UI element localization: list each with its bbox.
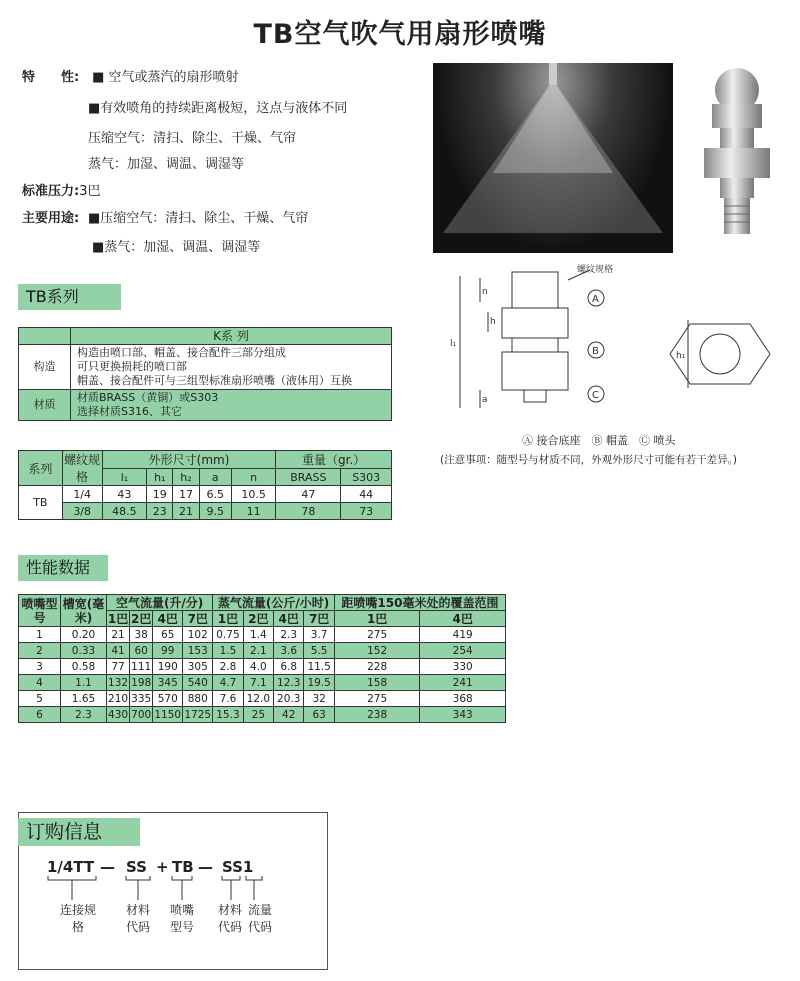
table-row — [19, 691, 506, 707]
order-label-thread: 连接规格 — [59, 903, 96, 934]
use-label: 主要用途: — [22, 211, 80, 226]
table-cell: 1 — [19, 627, 61, 643]
table-cell: 880 — [183, 691, 213, 707]
sub-header: 4巴 — [420, 611, 506, 627]
table-cell: 210 — [108, 692, 129, 705]
table-cell: 7.6 — [213, 691, 243, 707]
table-cell: 2.1 — [243, 643, 273, 659]
sub-header: h₁ — [147, 469, 173, 486]
table-cell: 254 — [420, 643, 506, 659]
col-steam: 蒸气流量(公斤/小时) — [213, 595, 335, 611]
k-series-table — [18, 327, 392, 421]
sub-header: S303 — [341, 469, 392, 486]
material-line: 材质BRASS（黄铜）或S303 — [77, 391, 219, 404]
feature-item: 蒸气：加湿、调温、调湿等 — [88, 157, 245, 172]
order-label-model: 喷嘴型号 — [169, 903, 194, 934]
dim-l1: l₁ — [450, 339, 457, 349]
table-row — [19, 643, 506, 659]
table-cell: 330 — [420, 659, 506, 675]
sub-header: h₂ — [173, 469, 199, 486]
dimension-drawing — [440, 262, 790, 432]
table-cell: 10.5 — [231, 486, 276, 503]
table-cell: 99 — [153, 643, 183, 659]
table-cell: 9.5 — [199, 503, 231, 520]
table-cell: 0.58 — [61, 659, 107, 675]
table-cell: 5 — [19, 691, 61, 707]
sub-header: 7巴 — [183, 611, 213, 627]
table-cell: 3.6 — [274, 643, 304, 659]
feature-item: 压缩空气：清扫、除尘、干燥、气帘 — [88, 131, 297, 146]
table-cell: 38 — [130, 627, 153, 643]
table-cell: 1.1 — [61, 675, 107, 691]
table-cell: 419 — [420, 627, 506, 643]
table-cell: 7.1 — [243, 675, 273, 691]
order-plus: + — [156, 858, 169, 876]
dim-a: a — [482, 395, 488, 405]
table-cell: 65 — [153, 627, 183, 643]
table-cell: 1725 — [184, 708, 212, 721]
table-cell: 60 — [130, 643, 153, 659]
table-cell: 77 — [107, 659, 130, 675]
order-dash: — — [198, 858, 213, 876]
page-title: TB空气吹气用扇形喷嘴 — [253, 19, 547, 50]
diagram-legend: Ⓐ 接合底座 Ⓑ 帽盖 Ⓒ 喷头 — [522, 434, 676, 447]
table-cell: 6.8 — [274, 659, 304, 675]
dim-n: n — [482, 287, 488, 297]
table-cell: 2.3 — [274, 627, 304, 643]
sub-header: 1巴 — [107, 611, 129, 626]
table-cell: 2 — [19, 643, 61, 659]
table-cell: 4.7 — [213, 675, 243, 691]
col-thread: 螺纹规格 — [62, 451, 102, 486]
table-row — [19, 675, 506, 691]
table-cell: 23 — [147, 503, 173, 520]
table-cell: 1.4 — [243, 627, 273, 643]
series-cell: TB — [19, 486, 63, 520]
construction-line: 帽盖、接合配件可与三组型标准扇形喷嘴（液体用）互换 — [77, 374, 352, 387]
order-brackets — [40, 876, 280, 904]
table-cell: 132 — [108, 676, 129, 689]
table-cell: 48.5 — [102, 503, 147, 520]
table-cell: 238 — [334, 707, 420, 723]
table-cell: 1/4 — [62, 486, 102, 503]
thread-label: 螺纹规格 — [577, 265, 614, 275]
table-cell: 0.75 — [213, 627, 243, 643]
feature-item: ■ 空气或蒸汽的扇形喷射 — [92, 70, 239, 85]
performance-table — [18, 594, 506, 723]
row-label: 构造 — [19, 345, 71, 390]
table-cell: 6.5 — [199, 486, 231, 503]
table-cell: 78 — [276, 503, 341, 520]
table-cell: 700 — [131, 708, 152, 721]
col-weight: 重量（gr.） — [276, 451, 392, 469]
label-c: C — [592, 390, 599, 401]
table-cell: 21 — [173, 503, 199, 520]
table-cell: 6 — [19, 707, 61, 723]
table-cell: 20.3 — [274, 691, 304, 707]
table-cell: 5.5 — [304, 643, 334, 659]
table-cell: 228 — [334, 659, 420, 675]
sub-header: 4巴 — [274, 611, 304, 627]
table-row — [19, 659, 506, 675]
table-cell: 430 — [108, 708, 129, 721]
pressure-value: 3巴 — [79, 184, 101, 199]
construction-line: 构造由喷口部、帽盖、接合配件三部分组成 — [77, 346, 286, 359]
col-series: 系列 — [19, 451, 63, 486]
table-cell: 198 — [131, 676, 152, 689]
dim-h1: h₁ — [676, 351, 686, 361]
table-cell: 158 — [334, 675, 420, 691]
label-a: A — [592, 294, 599, 305]
features-block — [22, 70, 239, 86]
table-cell: 17 — [173, 486, 199, 503]
sub-header: n — [231, 469, 276, 486]
table-cell: 540 — [183, 675, 213, 691]
table-cell: 43 — [102, 486, 147, 503]
col-air: 空气流量(升/分) — [107, 595, 213, 611]
table-cell: 111 — [131, 660, 152, 673]
feature-item: ■有效喷角的持续距离极短，这点与液体不同 — [88, 101, 348, 116]
table-cell: 42 — [274, 707, 304, 723]
table-cell: 19 — [147, 486, 173, 503]
table-row — [19, 707, 506, 723]
section-order: 订购信息 — [18, 818, 140, 846]
table-cell: 343 — [420, 707, 506, 723]
table-cell: 12.0 — [243, 691, 273, 707]
section-performance: 性能数据 — [18, 555, 108, 581]
use-item: ■压缩空气：清扫、除尘、干燥、气帘 — [88, 211, 309, 226]
table-cell: 4.0 — [243, 659, 273, 675]
table-cell: 41 — [107, 643, 130, 659]
material-line: 选择材质S316、其它 — [77, 405, 182, 418]
col-width: 槽宽(毫米) — [61, 595, 107, 627]
table-row — [19, 627, 506, 643]
table-cell: 3/8 — [62, 503, 102, 520]
sub-header: 1巴 — [334, 611, 420, 627]
table-cell: 21 — [107, 627, 130, 643]
sub-header: BRASS — [276, 469, 341, 486]
table-cell: 241 — [420, 675, 506, 691]
table-cell: 3 — [19, 659, 61, 675]
table-cell: 1150 — [154, 708, 182, 721]
nozzle-photo — [690, 66, 782, 246]
col-cover: 距喷嘴150毫米处的覆盖范围 — [334, 595, 505, 611]
col-dims: 外形尺寸(mm) — [102, 451, 276, 469]
table-cell: 102 — [183, 627, 213, 643]
table-cell: 2.8 — [213, 659, 243, 675]
label-b: B — [592, 346, 599, 357]
sub-header: 2巴 — [243, 611, 273, 627]
order-label-material: 材料代码 — [125, 903, 150, 934]
order-dash: — — [100, 858, 115, 876]
dimension-table — [18, 450, 392, 520]
pressure-label: 标准压力: — [22, 184, 80, 199]
table-cell: 12.3 — [274, 675, 304, 691]
table-cell: 25 — [243, 707, 273, 723]
sub-header: a — [199, 469, 231, 486]
table-cell: 345 — [153, 675, 183, 691]
table-cell: 15.3 — [213, 707, 243, 723]
table-cell: 11 — [231, 503, 276, 520]
table-cell: 11.5 — [304, 659, 334, 675]
order-code-model: TB — [172, 858, 194, 876]
table-cell: 570 — [153, 691, 183, 707]
construction-line: 可只更换损耗的喷口部 — [77, 360, 187, 373]
sub-header: 2巴 — [130, 611, 152, 626]
table-cell: 1.5 — [213, 643, 243, 659]
table-cell: 0.33 — [61, 643, 107, 659]
table-cell: 63 — [304, 707, 334, 723]
table-cell: 44 — [341, 486, 392, 503]
order-code-material: SS — [126, 858, 147, 876]
table-cell: 275 — [334, 691, 420, 707]
k-table-header: K系 列 — [71, 328, 392, 345]
sub-header: 4巴 — [153, 611, 183, 627]
col-model: 喷嘴型号 — [19, 595, 61, 627]
table-cell: 2.3 — [61, 707, 107, 723]
table-cell: 152 — [334, 643, 420, 659]
sub-header: 1巴 — [213, 611, 243, 627]
order-label-material2: 材料代码 — [217, 903, 242, 934]
order-code-thread: 1/4TT — [47, 858, 95, 876]
table-cell: 368 — [420, 691, 506, 707]
table-cell: 19.5 — [304, 675, 334, 691]
table-cell: 4 — [19, 675, 61, 691]
table-cell: 1.65 — [61, 691, 107, 707]
table-cell: 190 — [153, 659, 183, 675]
table-cell: 275 — [334, 627, 420, 643]
spray-photo — [433, 63, 673, 253]
sub-header: 7巴 — [304, 611, 334, 627]
sub-header: l₁ — [102, 469, 147, 486]
dim-h: h — [490, 317, 496, 327]
section-tb-series: TB系列 — [18, 284, 121, 310]
order-code-flow: SS1 — [222, 858, 254, 876]
table-cell: 335 — [131, 692, 152, 705]
table-cell: 153 — [183, 643, 213, 659]
table-cell: 0.20 — [61, 627, 107, 643]
table-cell: 47 — [276, 486, 341, 503]
diagram-note: (注意事项：随型号与材质不同，外观外形尺寸可能有若干差异。) — [440, 454, 737, 466]
row-label: 材质 — [19, 390, 71, 421]
table-cell: 73 — [341, 503, 392, 520]
features-label: 特 性: — [22, 70, 80, 85]
table-cell: 305 — [183, 659, 213, 675]
order-label-flow: 流量代码 — [247, 903, 272, 934]
use-item: ■蒸气：加湿、调温、调湿等 — [92, 240, 261, 255]
table-cell: 32 — [304, 691, 334, 707]
table-cell: 3.7 — [304, 627, 334, 643]
